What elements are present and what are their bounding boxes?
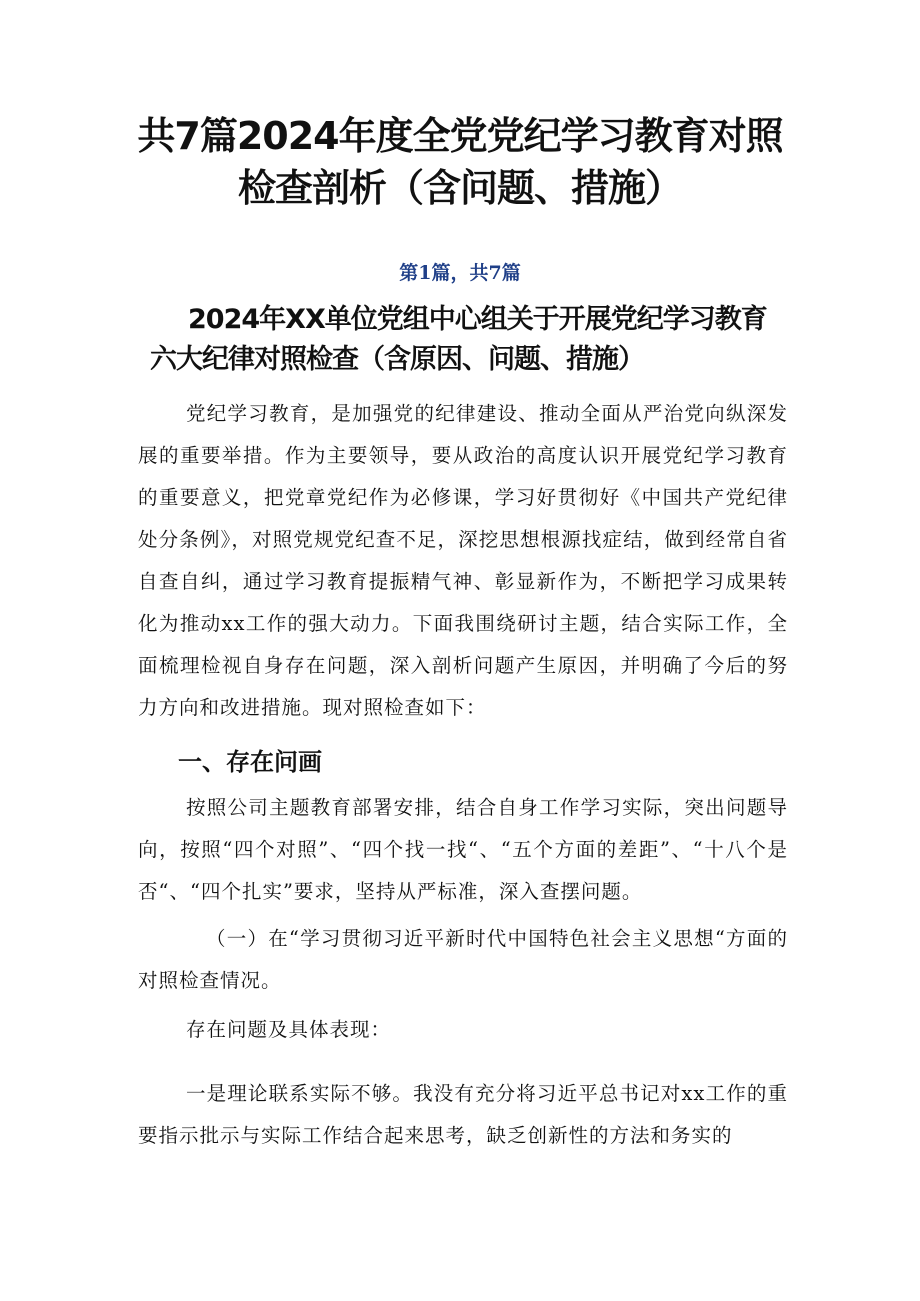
chapter-mark: 第1篇，共7篇 [399,262,521,284]
section-heading-1: 一、存在问画 [178,748,322,776]
document-title: 共7篇2024年度全党党纪学习教育对照检查剖析（含问题、措施） [137,114,783,210]
article-subtitle: 2024年XX单位党组中心组关于开展党纪学习教育六大纪律对照检查（含原因、问题、措施） [150,304,767,375]
subsection-1-paragraph: （一）在“学习贯彻习近平新时代中国特色社会主义思想“方面的对照检查情况。 [138,927,788,992]
problem-1-paragraph: 一是理论联系实际不够。我没有充分将习近平总书记对xx工作的重要指示批示与实际工作结合起来思考，缺乏创新性的方法和务实的 [138,1082,788,1147]
intro-paragraph: 党纪学习教育，是加强党的纪律建设、推动全面从严治党向纵深发展的重要举措。作为主要领导，要从政治的高度认识开展党纪学习教育的重要意义，把党章党纪作为必修课，学习好贯彻好《中国共产党纪律处分条例》，对照党规党纪查不足，深挖思想根源找症结，做到经常自省自查自纠，通过学习教育提振精气神、彰显新作为，不断把学习成果转化为推动xx工作的强大动力。下面我围绕研讨主题，结合实际工作，全面梳理检视自身存在问题，深入剖析问题产生原因，并明确了今后的努力方向和改进措施。现对照检查如下： [138,402,788,719]
problems-label: 存在问题及具体表现： [186,1018,392,1041]
section-1-paragraph: 按照公司主题教育部署安排，结合自身工作学习实际，突出问题导向，按照“四个对照”、“四个找一找“、“五个方面的差距”、“十八个是否“、“四个扎实”要求，坚持从严标准，深入查摆问题。 [138,796,788,903]
